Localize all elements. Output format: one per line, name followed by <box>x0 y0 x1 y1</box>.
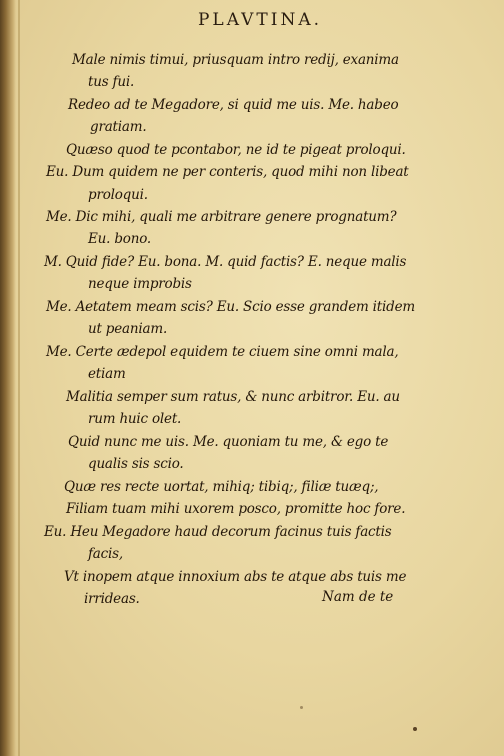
text-line: irrideas. <box>84 591 140 607</box>
text-line: etiam <box>88 366 126 382</box>
text-line: Quid nunc me uis. Me. quoniam tu me, & ego te <box>68 434 389 450</box>
text-line: Vt inopem atque innoxium abs te atque abs tuis me <box>64 569 407 585</box>
text-line: qualis sis scio. <box>88 456 184 472</box>
ink-speck <box>413 727 417 731</box>
text-line: M. Quid fide? Eu. bona. M. quid factis? E. neque malis <box>44 254 407 270</box>
text-line: Quæso quod te pcontabor, ne id te pigeat proloqui. <box>66 142 406 158</box>
text-line: proloqui. <box>88 187 148 203</box>
text-line: Me. Certe ædepol equidem te ciuem sine omni mala, <box>46 344 399 360</box>
text-line: Eu. Dum quidem ne per conteris, quod mihi non libeat <box>46 164 409 180</box>
text-line: Malitia semper sum ratus, & nunc arbitror. Eu. au <box>66 389 400 405</box>
text-line: tus fui. <box>88 74 135 90</box>
text-line: Eu. Heu Megadore haud decorum facinus tuis factis <box>44 524 392 540</box>
running-head: PLAVTINA. <box>197 10 323 30</box>
text-line: Redeo ad te Megadore, si quid me uis. Me. habeo <box>68 97 399 113</box>
text-line: facis, <box>88 546 123 562</box>
text-line: Me. Aetatem meam scis? Eu. Scio esse grandem itidem <box>46 299 415 315</box>
ink-speck <box>300 706 303 709</box>
text-line: ut peaniam. <box>88 321 168 337</box>
text-line: rum huic olet. <box>88 411 182 427</box>
text-line: gratiam. <box>90 119 147 135</box>
text-line: Me. Dic mihi, quali me arbitrare genere prognatum? <box>46 209 397 225</box>
text-line: neque improbis <box>88 276 192 292</box>
text-line: Male nimis timui, priusquam intro redij, exanima <box>72 52 399 68</box>
text-line: Quæ res recte uortat, mihiq; tibiq;, filiæ tuæq;, <box>64 479 379 495</box>
text-line: Filiam tuam mihi uxorem posco, promitte hoc fore. <box>66 501 406 517</box>
catchword: Nam de te <box>322 589 394 605</box>
text-line: Eu. bono. <box>88 231 151 247</box>
